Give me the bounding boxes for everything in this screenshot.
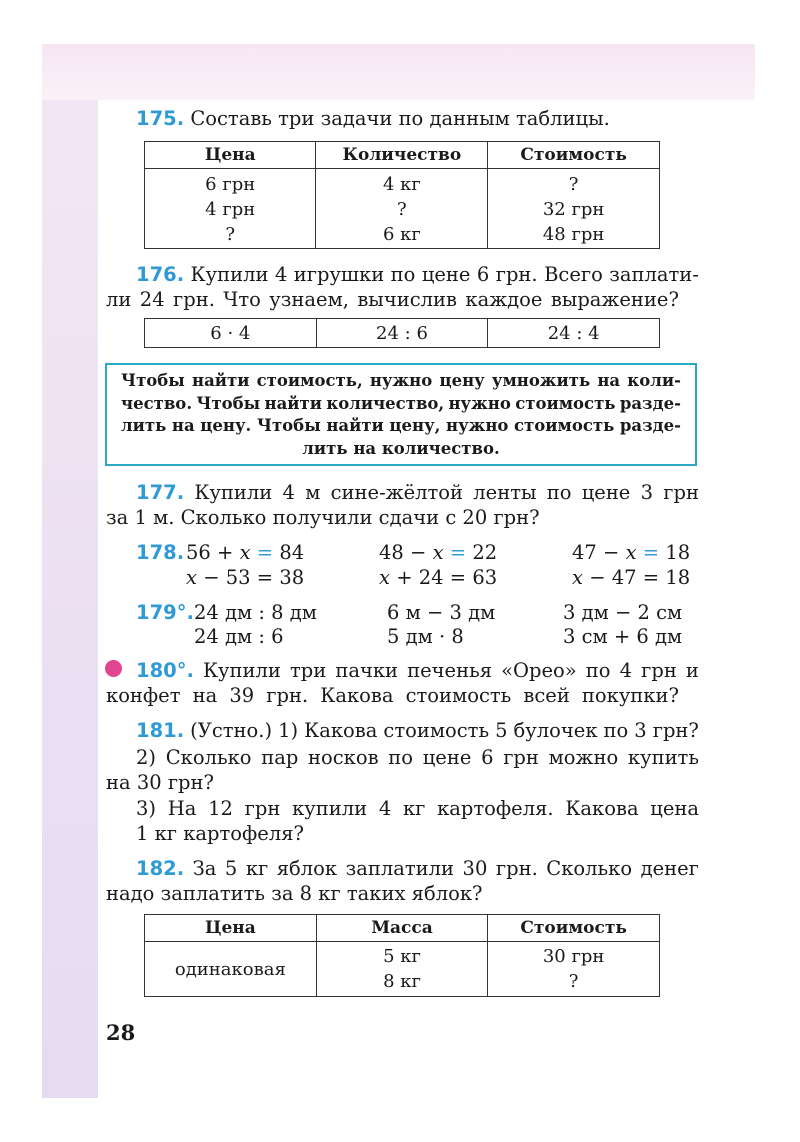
page-number: 28 (106, 1020, 136, 1045)
equation: 56 + x = 84 (186, 541, 305, 564)
rule-line: лить на количество. (302, 438, 500, 458)
task-179-number: 179°. (136, 601, 194, 624)
table-cell: 8 кг (316, 969, 488, 997)
expression: 3 дм − 2 см (563, 601, 683, 624)
task-180-line-2: конфет на 39 грн. Какова стоимость всей покупки? (106, 684, 679, 707)
column-header: Цена (145, 915, 317, 942)
column-header: Цена (145, 142, 316, 169)
expression-cell: 24 : 4 (488, 319, 660, 348)
expression-cell: 24 : 6 (316, 319, 488, 348)
header-band (42, 44, 755, 100)
marker-dot-icon (105, 660, 122, 677)
rule-line: чество. Чтобы найти количество, нужно стоимость разде- (121, 393, 681, 413)
expression: 6 м − 3 дм (387, 601, 496, 624)
expression-cell: 6 · 4 (145, 319, 317, 348)
task-176-line-2: ли 24 грн. Что узнаем, вычислив каждое выражение? (106, 288, 679, 311)
equation: x − 47 = 18 (572, 566, 691, 589)
side-band (42, 100, 98, 1098)
table-cell: ? (488, 969, 660, 997)
column-header: Масса (316, 915, 488, 942)
table-cell: 4 грн (145, 197, 316, 222)
rule-line: лить на цену. Чтобы найти цену, нужно стоимость разде- (121, 416, 681, 435)
task-182-table (144, 914, 660, 997)
table-cell: ? (145, 222, 316, 249)
task-175-table (144, 141, 660, 249)
expression: 5 дм · 8 (387, 625, 464, 648)
table-cell: 48 грн (488, 222, 660, 249)
equation: x + 24 = 63 (379, 566, 498, 589)
task-177-line-1: 177. Купили 4 м сине-жёлтой ленты по цене 3 грн (136, 481, 699, 504)
table-cell: 30 грн (488, 942, 660, 970)
task-175-heading: 175. Составь три задачи по данным таблицы. (136, 107, 610, 130)
rule-line: Чтобы найти стоимость, нужно цену умножить на коли- (121, 371, 681, 390)
task-181-line-3: на 30 грн? (106, 771, 214, 794)
expression: 24 дм : 6 (194, 625, 284, 648)
task-176-expressions (144, 318, 660, 348)
table-cell: ? (316, 197, 488, 222)
task-181-line-5: 1 кг картофеля? (136, 822, 304, 845)
task-181-line-1: 181. (Устно.) 1) Какова стоимость 5 булочек по 3 грн? (136, 719, 699, 742)
table-cell: 4 кг (316, 169, 488, 198)
task-182-line-2: надо заплатить за 8 кг таких яблок? (106, 882, 483, 905)
task-182-line-1: 182. За 5 кг яблок заплатили 30 грн. Сколько денег (136, 857, 699, 880)
column-header: Количество (316, 142, 488, 169)
table-cell: 32 грн (488, 197, 660, 222)
task-181-line-4: 3) На 12 грн купили 4 кг картофеля. Какова цена (136, 797, 699, 820)
equation: 47 − x = 18 (572, 541, 691, 564)
task-180-line-1: 180°. Купили три пачки печенья «Орео» по 4 грн и (136, 659, 699, 682)
table-cell: 6 грн (145, 169, 316, 198)
column-header: Стоимость (488, 142, 660, 169)
equation: 48 − x = 22 (379, 541, 498, 564)
task-177-line-2: за 1 м. Сколько получили сдачи с 20 грн? (106, 506, 540, 529)
task-181-line-2: 2) Сколько пар носков по цене 6 грн можно купить (136, 746, 699, 769)
task-178-number: 178. (136, 541, 185, 564)
task-176-line-1: 176. Купили 4 игрушки по цене 6 грн. Всего заплати- (136, 263, 699, 286)
table-cell: 5 кг (316, 942, 488, 970)
table-cell: ? (488, 169, 660, 198)
expression: 24 дм : 8 дм (194, 601, 317, 624)
table-cell: 6 кг (316, 222, 488, 249)
table-cell: одинаковая (145, 942, 317, 997)
column-header: Стоимость (488, 915, 660, 942)
rule-box (105, 363, 697, 466)
equation: x − 53 = 38 (186, 566, 305, 589)
expression: 3 см + 6 дм (563, 625, 683, 648)
